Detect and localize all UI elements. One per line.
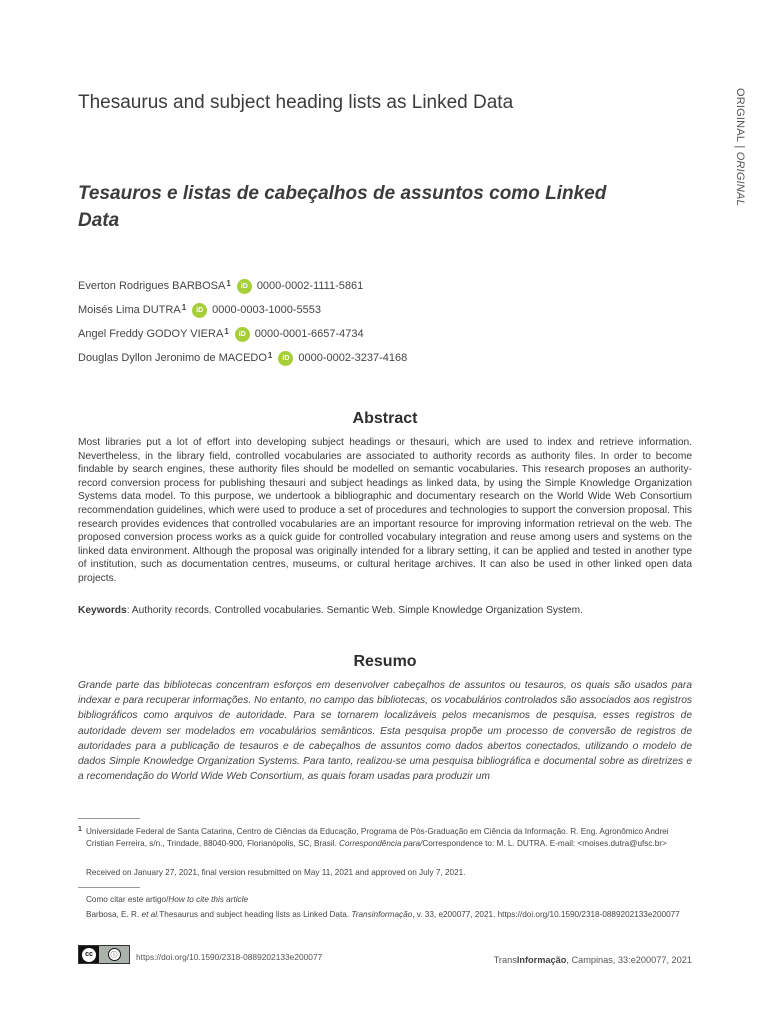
author-name: Douglas Dyllon Jeronimo de MACEDO (78, 352, 267, 364)
keywords-list: : Authority records. Controlled vocabularies. Semantic Web. Simple Knowledge Organization System. (126, 605, 583, 616)
citation-doi[interactable]: , v. 33, e200077, 2021. https://doi.org/10.1590/2318-0889202133e200077 (412, 910, 680, 919)
author-row (78, 298, 407, 322)
resumo-body: Grande parte das bibliotecas concentram esforços em desenvolver cabeçalhos de assuntos ou tesauros, os quais são usados para indexar e para recuperar informações. No entanto, no campo das bibliotecas, os vocabulários controlados são associados aos registros bibliográficos como arquivos de autoridade. Para se tornarem localizáveis pelos mecanismos de pesquisa, esses registros de autoridade devem ser modelados em vocabulários semânticos. Esta pesquisa propõe um processo de conversão de registros de autoridades para a publicação de tesauros e de cabeçalhos de assuntos como dados abertos conectados, utilizando o modelo de dados Simple Knowledge Organization Systems. Para tanto, realizou-se uma pesquisa bibliográfica e documental sobre as diretrizes e a recomendação do World Wide Web Consortium, as quais foram usadas para produzir um (78, 680, 692, 783)
citation-journal: Transinformação (351, 910, 413, 919)
orcid-id[interactable]: 0000-0002-1111-5861 (256, 280, 364, 292)
received-dates: Received on January 27, 2021, final version resubmitted on May 11, 2021 and approved on July 7, 2021. (86, 868, 466, 877)
orcid-icon[interactable]: iD (192, 303, 207, 318)
title-english: Thesaurus and subject heading lists as Linked Data (78, 92, 514, 113)
journal-issue: , Campinas, 33:e200077, 2021 (566, 955, 692, 965)
article-type-en: ORIGINAL (734, 88, 746, 143)
article-type-label (734, 88, 746, 206)
citation-label (86, 895, 248, 904)
abstract-heading: Abstract (352, 410, 418, 427)
affiliation-marker: 1 (181, 302, 187, 312)
cc-mark: cc (82, 948, 96, 962)
citation-divider (78, 887, 140, 888)
by-mark: ⓘ (108, 948, 121, 961)
affiliation-footnote (78, 826, 692, 850)
citation-authors: Barbosa, E. R. (86, 910, 142, 919)
author-name: Everton Rodrigues BARBOSA (78, 280, 226, 292)
footnote-marker: 1 (78, 826, 82, 833)
journal-name-prefix: Trans (493, 955, 517, 965)
author-name: Angel Freddy GODOY VIERA (78, 328, 224, 340)
keywords-label: Keywords (78, 605, 127, 616)
orcid-id[interactable]: 0000-0002-3237-4168 (298, 352, 408, 364)
journal-footer (494, 955, 692, 965)
article-type-pt: ORIGINAL (734, 151, 746, 206)
orcid-id[interactable]: 0000-0003-1000-5553 (212, 304, 322, 316)
citation-text (86, 910, 692, 919)
affiliation-marker: 1 (224, 326, 229, 336)
abstract-body: Most libraries put a lot of effort into developing subject headings or thesauri, which are used to index and retrieve information. Nevertheless, in the library field, controlled vocabularies are associated to authority records as authority files. In order to become findable by search engines, these authority files should be modelled on semantic vocabularies. This research proposes an authority-record conversion process for publishing thesauri and subject headings as linked data, by using the Simple Knowledge Organization Systems data model. To this purpose, we undertook a bibliographic and documentary research on the World Wide Web Consortium recommendation guidelines, which were used to produce a set of procedures and technologies to support the conversion proposal. This research provides evidences that controlled vocabularies are an important resource for improving information retrieval on the web. The proposed conversion process works as a quick guide for controlled vocabulary integration and reuse among users and systems on the linked data environment. Although the proposal was originally intended for a library setting, it can be applied and tested in another type of institution, such as documentation centres, museums, or cultural heritage archives. It can also be used in other linked open data projects. (78, 437, 692, 584)
title-portuguese: Tesauros e listas de cabeçalhos de assuntos como Linked Data (78, 183, 607, 231)
doi-link[interactable]: https://doi.org/10.1590/2318-0889202133e200077 (136, 952, 323, 962)
citation-etal: et al. (141, 910, 160, 919)
correspondence-label: Correspondência para/ (339, 839, 423, 848)
citation-title: Thesaurus and subject heading lists as Linked Data. (159, 910, 352, 919)
resumo-heading: Resumo (353, 653, 417, 670)
affiliation-marker: 1 (226, 278, 231, 288)
citation-label-en: How to cite this article (168, 895, 249, 904)
author-list (78, 274, 407, 370)
article-type-separator: | (734, 142, 746, 152)
author-row (78, 274, 407, 298)
keywords (78, 605, 692, 616)
affiliation-text: Universidade Federal de Santa Catarina, Centro de Ciências da Educação, Programa de Pós-Graduação em Ciência da Informação. R. Eng. Agronômico Andrei Cristian Ferreira, s/n., Trindade, 88040-900, Florianópolis, SC, Brasil. (86, 827, 669, 848)
orcid-id[interactable]: 0000-0001-6657-4734 (254, 328, 364, 340)
footnote-divider (78, 818, 140, 819)
creative-commons-icon (79, 946, 99, 963)
orcid-icon[interactable]: iD (235, 327, 250, 342)
cc-by-license-badge[interactable] (78, 945, 130, 964)
orcid-icon[interactable]: iD (237, 279, 252, 294)
affiliation-marker: 1 (267, 350, 273, 360)
author-row (78, 322, 407, 346)
attribution-icon (99, 946, 129, 963)
citation-label-pt: Como citar este artigo/ (86, 895, 169, 904)
correspondence-text: Correspondence to: M. L. DUTRA. E-mail: <moises.dutra@ufsc.br> (422, 839, 667, 848)
author-row (78, 346, 407, 370)
journal-name-bold: Informação (516, 955, 567, 965)
author-name: Moisés Lima DUTRA (78, 304, 181, 316)
orcid-icon[interactable]: iD (278, 351, 293, 366)
